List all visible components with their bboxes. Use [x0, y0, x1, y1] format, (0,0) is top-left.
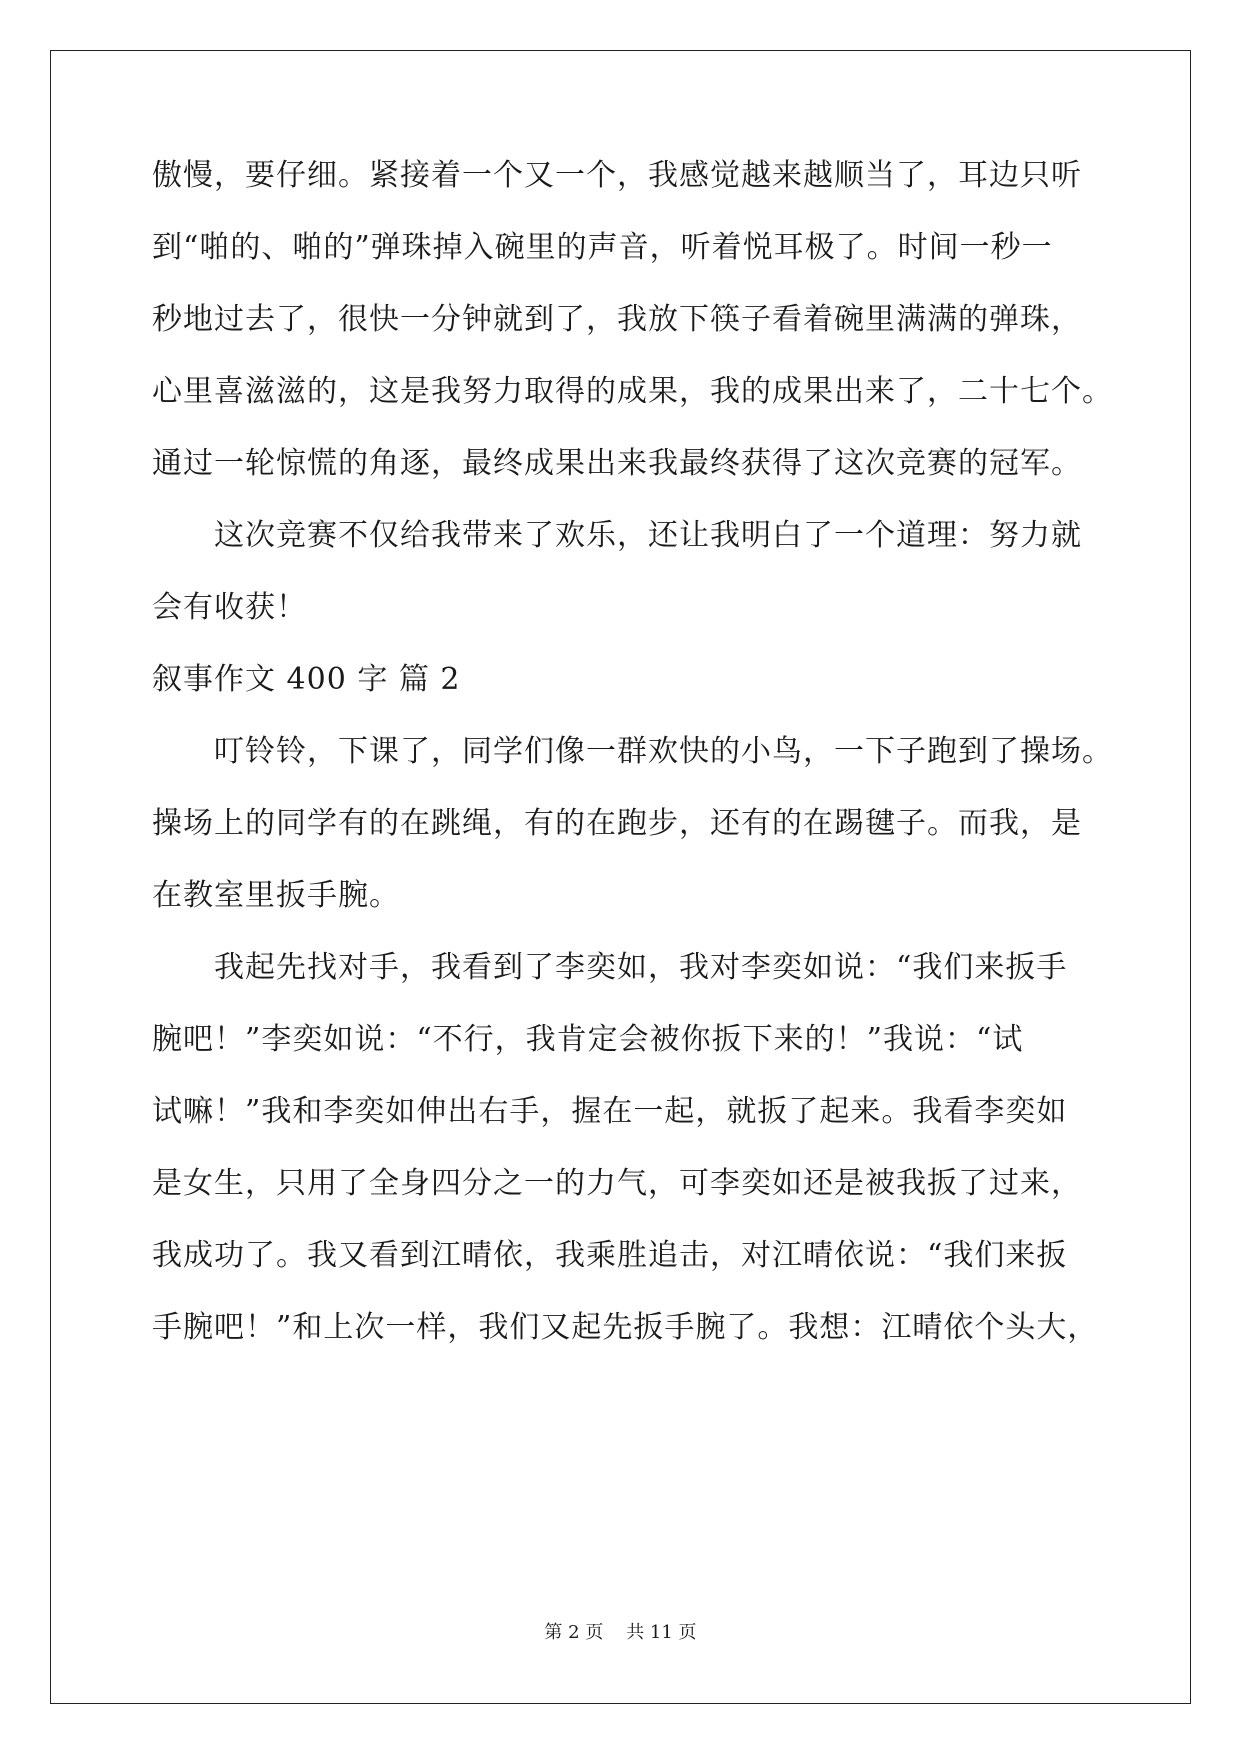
section-heading: 叙事作文 400 字 篇 2 [152, 662, 461, 697]
text-line: 腕吧！”李奕如说：“不行，我肯定会被你扳下来的！”我说：“试 [152, 1022, 1024, 1057]
paragraph-start-line: 我起先找对手，我看到了李奕如，我对李奕如说：“我们来扳手 [214, 950, 1068, 985]
text-line: 操场上的同学有的在跳绳，有的在跑步，还有的在踢毽子。而我，是 [152, 806, 1082, 841]
text-line: 是女生，只用了全身四分之一的力气，可李奕如还是被我扳了过来， [152, 1166, 1082, 1201]
text-line: 试嘛！”我和李奕如伸出右手，握在一起，就扳了起来。我看李奕如 [152, 1094, 1068, 1129]
text-line: 通过一轮惊慌的角逐，最终成果出来我最终获得了这次竞赛的冠军。 [152, 446, 1082, 481]
text-line: 手腕吧！”和上次一样，我们又起先扳手腕了。我想：江晴依个头大， [152, 1310, 1099, 1345]
text-line: 到“啪的、啪的”弹珠掉入碗里的声音，听着悦耳极了。时间一秒一 [152, 230, 1053, 265]
text-line: 会有收获！ [152, 590, 307, 625]
text-line: 在教室里扳手腕。 [152, 878, 400, 913]
text-line: 傲慢，要仔细。紧接着一个又一个，我感觉越来越顺当了，耳边只听 [152, 158, 1082, 193]
paragraph-start-line: 这次竞赛不仅给我带来了欢乐，还让我明白了一个道理：努力就 [214, 518, 1082, 553]
text-line: 我成功了。我又看到江晴依，我乘胜追击，对江晴依说：“我们来扳 [152, 1238, 1068, 1273]
text-line: 心里喜滋滋的，这是我努力取得的成果，我的成果出来了，二十七个。 [152, 374, 1113, 409]
text-line: 秒地过去了，很快一分钟就到了，我放下筷子看着碗里满满的弹珠， [152, 302, 1082, 337]
page-footer: 第 2 页 共 11 页 [544, 1622, 697, 1643]
paragraph-start-line: 叮铃铃，下课了，同学们像一群欢快的小鸟，一下子跑到了操场。 [214, 734, 1113, 769]
